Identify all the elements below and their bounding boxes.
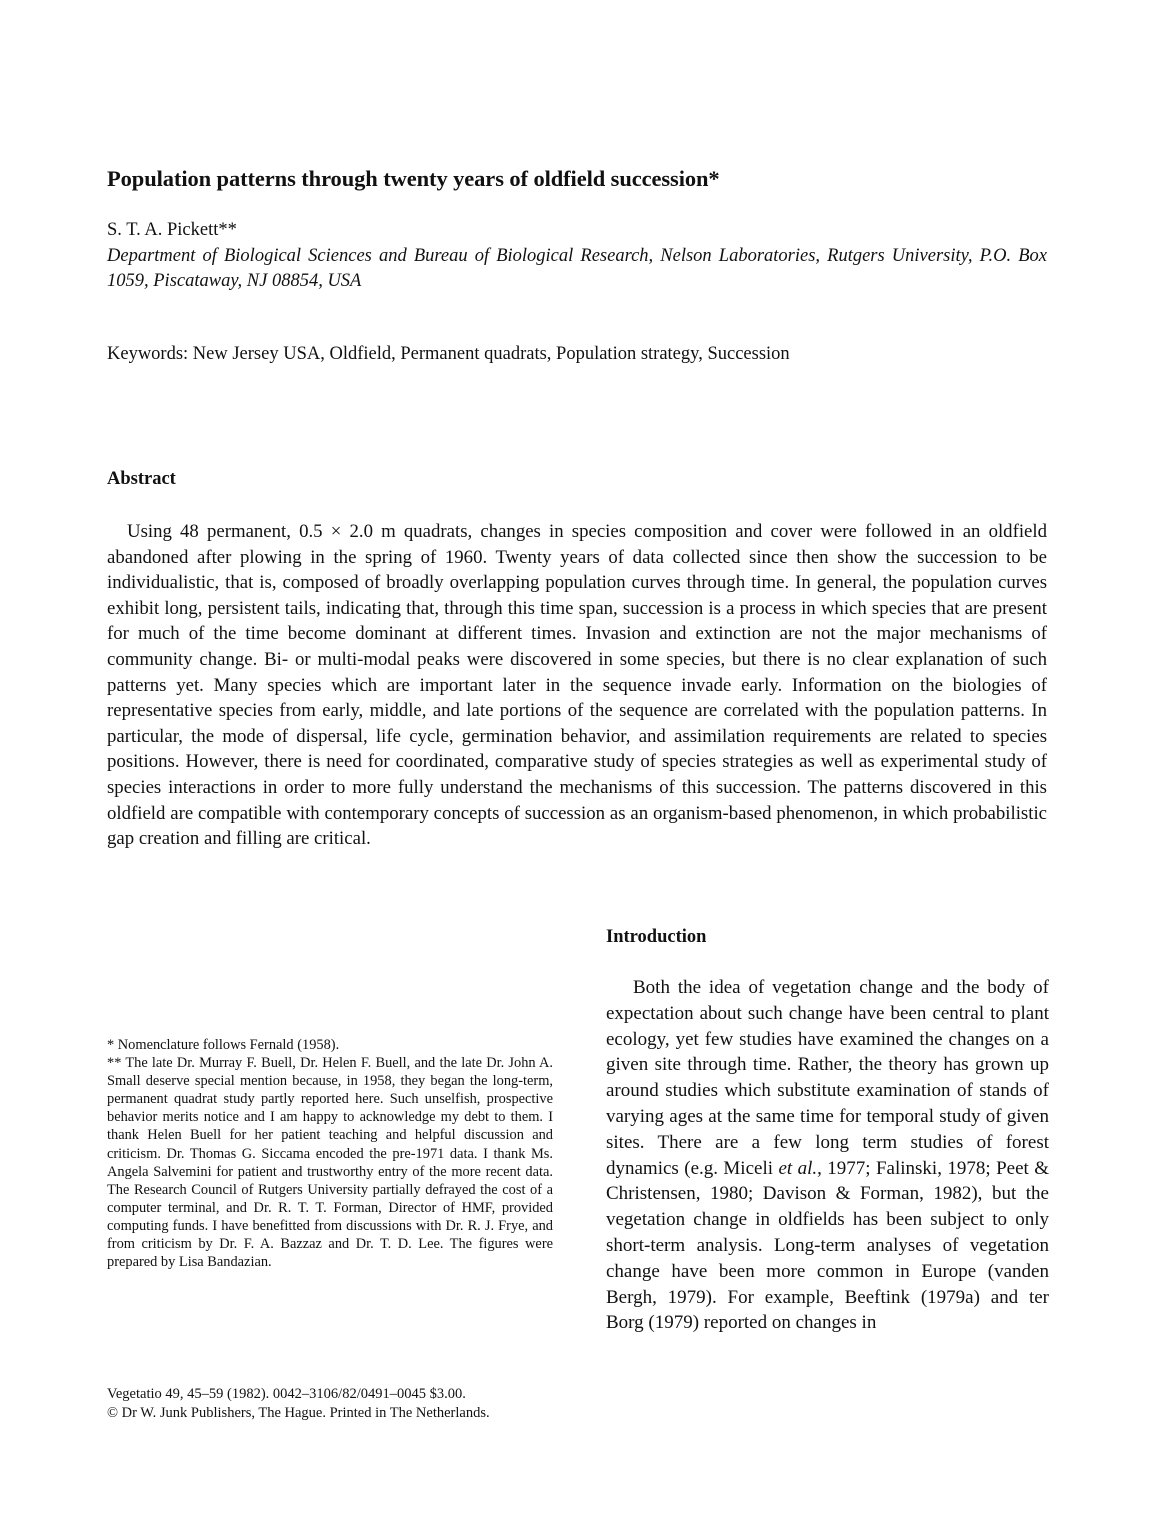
introduction-et-al: et al. <box>778 1157 818 1179</box>
journal-reference <box>107 1385 490 1423</box>
abstract-heading: Abstract <box>107 469 176 489</box>
footnote-acknowledgements: ** The late Dr. Murray F. Buell, Dr. Helen F. Buell, and the late Dr. John A. Small deserve special mention because, in 1958, they began the long-term, permanent quadrat study partly reported here. Such unselfish, prospective behavior merits notice and I am happy to acknowledge my debt to them. I thank Helen Buell for her patient teaching and helpful discussion and criticism. Dr. Thomas G. Siccama encoded the pre-1971 data. I thank Ms. Angela Salvemini for patient and trustworthy entry of the more recent data. The Research Council of Rutgers University partially defrayed the cost of a computer terminal, and Dr. R. T. T. Forman, Director of HMF, provided computing funds. I have benefitted from discussions with Dr. R. J. Frye, and from criticism by Dr. F. A. Bazzaz and Dr. T. D. Lee. The figures were prepared by Lisa Bandazian. <box>107 1055 553 1271</box>
author-name: S. T. A. Pickett** <box>107 220 237 240</box>
introduction-text-part2: , 1977; Falinski, 1978; Peet & Christensen, 1980; Davison & Forman, 1982), but the vegetation change in oldfields has been subject to only short-term analysis. Long-term analyses of vegetation change have been more common in Europe (vanden Bergh, 1979). For example, Beeftink (1979a) and ter Borg (1979) reported on changes in <box>606 1157 1049 1334</box>
introduction-heading: Introduction <box>606 927 707 947</box>
introduction-text-part1: Both the idea of vegetation change and the body of expectation about such change have been central to plant ecology, yet few studies have examined the changes on a given site through time. Rather, the theory has grown up around studies which substitute examination of stands of varying ages at the same time for temporal study of given sites. There are a few long term studies of forest dynamics (e.g. Miceli <box>606 977 1049 1179</box>
paper-title: Population patterns through twenty years of oldfield succession* <box>107 166 720 191</box>
introduction-text <box>606 975 1049 1336</box>
journal-citation: Vegetatio 49, 45–59 (1982). 0042–3106/82/0491–0045 $3.00. <box>107 1386 466 1402</box>
publisher-line: © Dr W. Junk Publishers, The Hague. Printed in The Netherlands. <box>107 1405 490 1421</box>
abstract-text: Using 48 permanent, 0.5 × 2.0 m quadrats, changes in species composition and cover were followed in an oldfield abandoned after plowing in the spring of 1960. Twenty years of data collected since then show the succession to be individualistic, that is, composed of broadly overlapping population curves through time. In general, the population curves exhibit long, persistent tails, indicating that, through this time span, succession is a process in which species that are present for much of the time become dominant at different times. Invasion and extinction are not the major mechanisms of community change. Bi- or multi-modal peaks were discovered in some species, but there is no clear explanation of such patterns yet. Many species which are important later in the sequence invade early. Information on the biologies of representative species from early, middle, and late portions of the sequence are correlated with the population patterns. In particular, the mode of dispersal, life cycle, germination behavior, and assimilation requirements are related to species positions. However, there is need for coordinated, comparative study of species strategies as well as experimental study of species interactions in order to more fully understand the mechanisms of this succession. The patterns discovered in this oldfield are compatible with contemporary concepts of succession as an organism-based phenomenon, in which probabilistic gap creation and filling are critical. <box>107 521 1047 850</box>
footnotes <box>107 1036 553 1271</box>
footnote-nomenclature: * Nomenclature follows Fernald (1958). <box>107 1037 340 1053</box>
author-affiliation: Department of Biological Sciences and Bureau of Biological Research, Nelson Laboratories, Rutgers University, P.O. Box 1059, Piscataway, NJ 08854, USA <box>107 246 1047 291</box>
keywords-line: Keywords: New Jersey USA, Oldfield, Permanent quadrats, Population strategy, Succession <box>107 344 790 364</box>
